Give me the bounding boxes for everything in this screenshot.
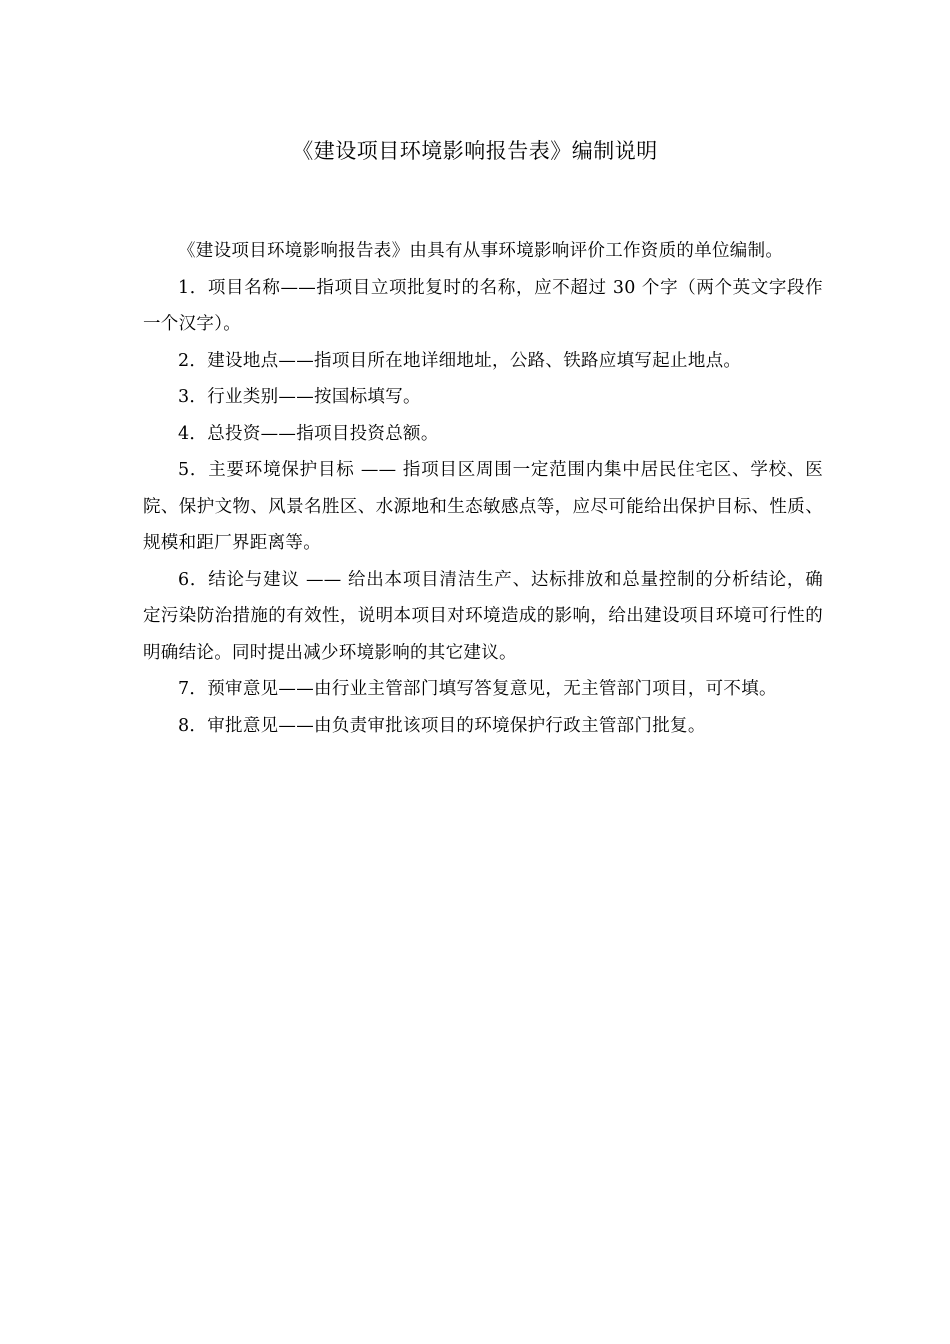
item-conclusions: 6．结论与建议 —— 给出本项目清洁生产、达标排放和总量控制的分析结论，确定污染防治措施的有效性，说明本项目对环境造成的影响，给出建设项目环境可行性的明确结论。同时提出减少环境影响的其它建议。 [143,569,823,663]
item-project-name: 1．项目名称——指项目立项批复时的名称，应不超过 30 个字（两个英文字段作一个汉字）。 [143,277,823,334]
item-industry-category: 3．行业类别——按国标填写。 [178,387,421,407]
intro-paragraph: 《建设项目环境影响报告表》由具有从事环境影响评价工作资质的单位编制。 [178,241,784,261]
item-approval-opinion: 8．审批意见——由负责审批该项目的环境保护行政主管部门批复。 [178,715,706,736]
item-protection-targets: 5．主要环境保护目标 —— 指项目区周围一定范围内集中居民住宅区、学校、医院、保护文物、风景名胜区、水源地和生态敏感点等，应尽可能给出保护目标、性质、规模和距厂界距离等。 [143,460,823,553]
document-body [143,233,823,744]
item-total-investment: 4．总投资——指项目投资总额。 [178,423,439,444]
document-title: 《建设项目环境影响报告表》编制说明 [292,139,658,163]
item-construction-site: 2．建设地点——指项目所在地详细地址，公路、铁路应填写起止地点。 [178,350,742,371]
item-preliminary-review: 7．预审意见——由行业主管部门填写答复意见，无主管部门项目，可不填。 [178,679,777,699]
